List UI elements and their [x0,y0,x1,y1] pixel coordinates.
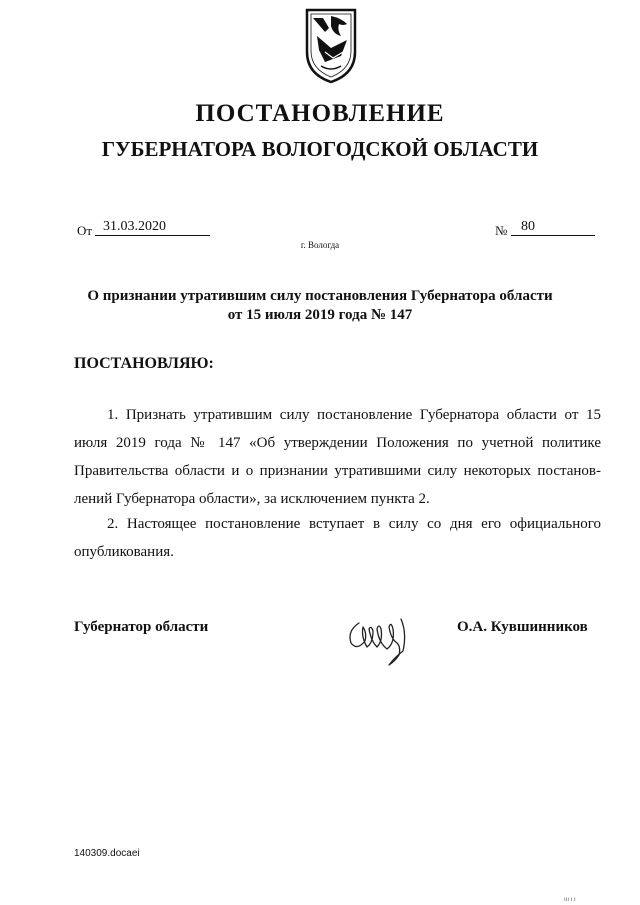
signatory-name: О.А. Кувшинников [457,619,588,635]
document-title [60,287,580,325]
coat-of-arms-icon [303,6,359,84]
handwritten-signature-icon [343,603,413,673]
document-date: 31.03.2020 [95,218,210,236]
city-label: г. Вологда [300,240,340,250]
number-label: № [495,223,508,238]
title-line-1: О признании утратившим силу постановления Губернатора области [87,288,553,304]
document-number: 80 [511,218,595,236]
title-line-2: от 15 июля 2019 года № 147 [227,307,413,323]
scan-mark: ııı ı ı [564,897,576,903]
signatory-position: Губернатор области [74,619,209,635]
file-name: 140309.docaei [74,848,140,859]
date-label: От [77,223,93,238]
paragraph-2: 2. Настоящее постановление вступает в силу со дня его официального опубликования. [74,516,601,560]
decree-heading: ПОСТАНОВЛЯЮ: [74,355,214,372]
paragraph-1: 1. Признать утратившим силу постановление Губернатора области от 15 июля 2019 года № 147 «Об утверждении Положения по учетной политике Правительства области и о признании утратившими силу некоторых постановлений Губернатора области», за исключением пункта 2. [74,407,601,507]
issuing-authority-heading: ГУБЕРНАТОРА ВОЛОГОДСКОЙ ОБЛАСТИ [101,137,539,161]
document-type-heading: ПОСТАНОВЛЕНИЕ [195,100,445,127]
